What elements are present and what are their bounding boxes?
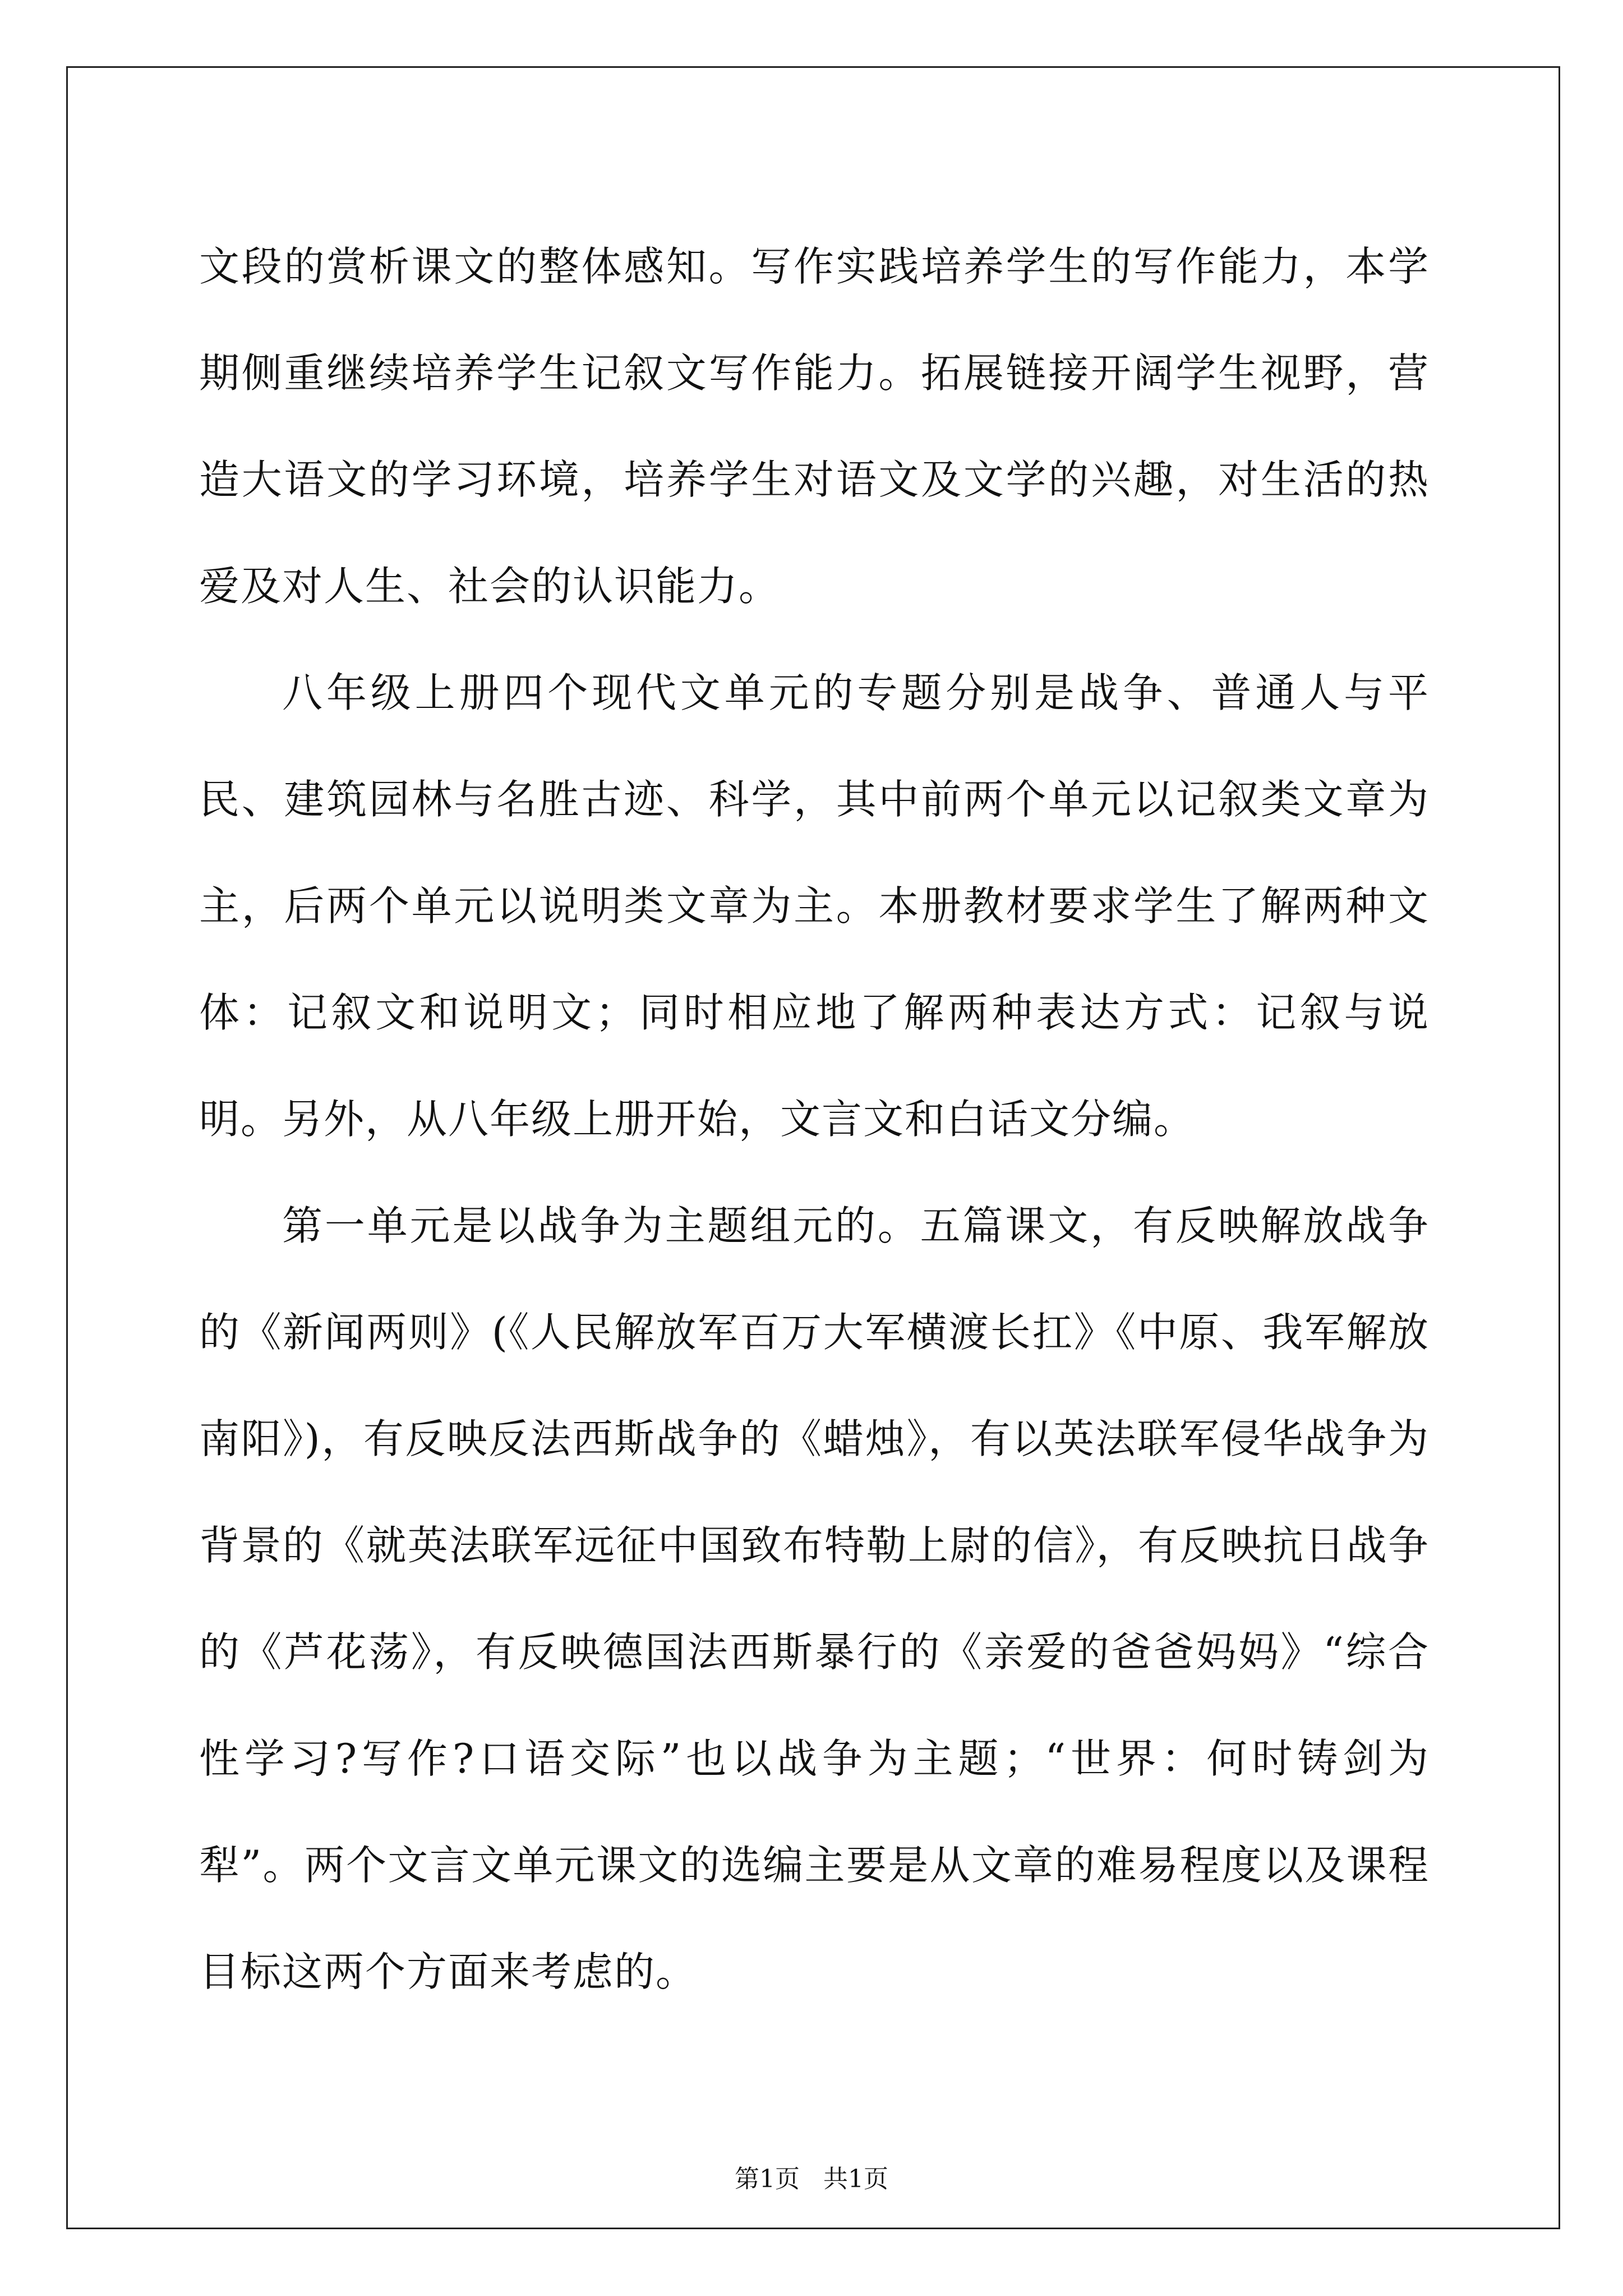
paragraph-1: 文段的赏析课文的整体感知。写作实践培养学生的写作能力，本学期侧重继续培养学生记叙文写作能力。拓展链接开阔学生视野，营造大语文的学习环境，培养学生对语文及文学的兴趣，对生活的热爱及对人生、社会的认识能力。	[199, 243, 1430, 610]
document-body	[199, 213, 1430, 2025]
page-number-footer: 第1页 共1页	[735, 2165, 888, 2193]
paragraph-3: 第一单元是以战争为主题组元的。五篇课文，有反映解放战争的《新闻两则》(《人民解放军百万大军横渡长扛》《中原、我军解放南阳》)，有反映反法西斯战争的《蜡烛》，有以英法联军侵华战争为背景的《就英法联军远征中国致布特勒上尉的信》，有反映抗日战争的《芦花荡》，有反映德国法西斯暴行的《亲爱的爸爸妈妈》“综合性学习?写作?口语交际”也以战争为主题；“世界：何时铸剑为犁”。两个文言文单元课文的选编主要是从文章的难易程度以及课程目标这两个方面来考虑的。	[199, 1202, 1430, 1995]
paragraph-2: 八年级上册四个现代文单元的专题分别是战争、普通人与平民、建筑园林与名胜古迹、科学，其中前两个单元以记叙类文章为主，后两个单元以说明类文章为主。本册教材要求学生了解两种文体：记叙文和说明文；同时相应地了解两种表达方式：记叙与说明。另外，从八年级上册开始，文言文和白话文分编。	[199, 669, 1430, 1143]
